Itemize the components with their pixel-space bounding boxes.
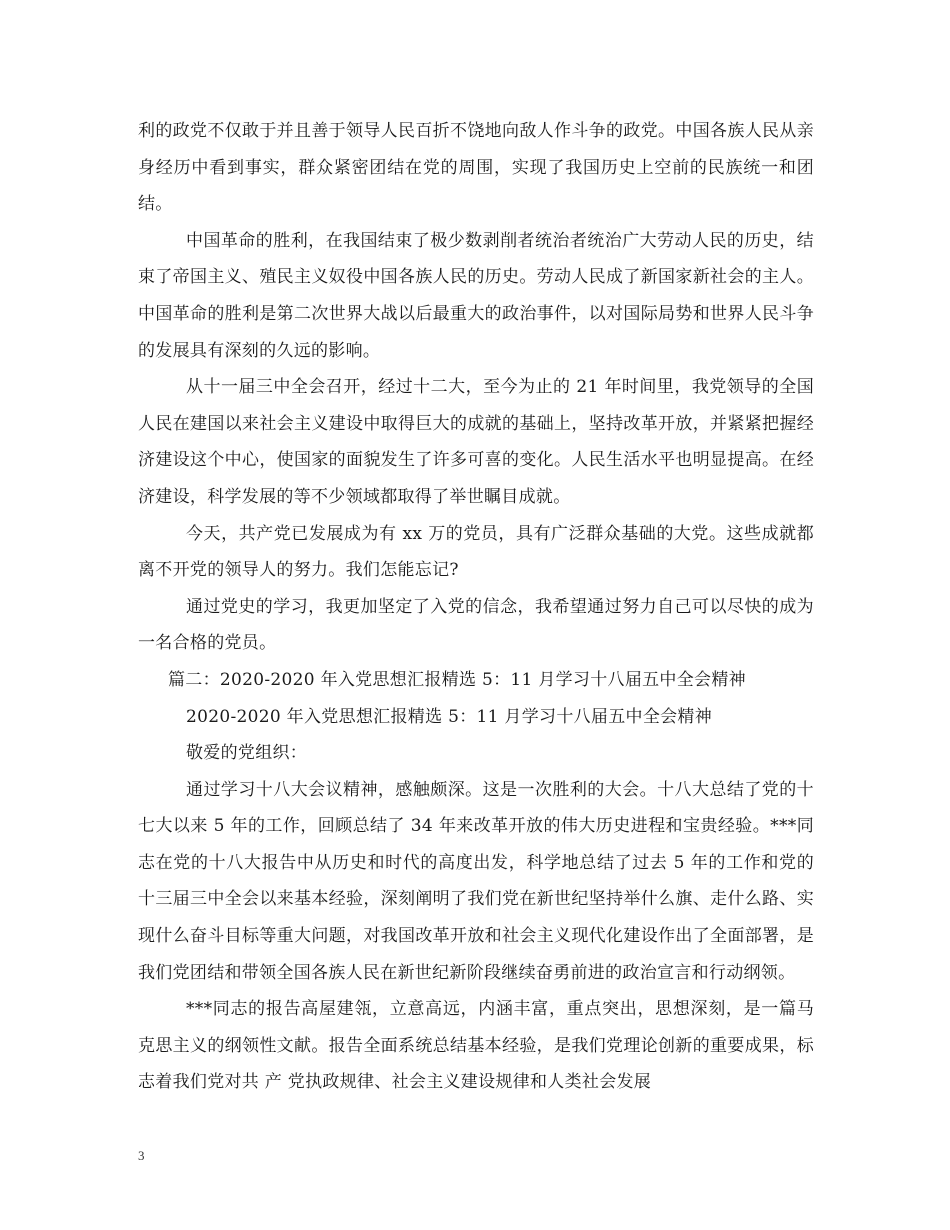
section-heading: 篇二：2020-2020 年入党思想汇报精选 5：11 月学习十八届五中全会精神: [168, 669, 746, 690]
page-number: 3: [138, 1148, 145, 1163]
paragraph-party-growth: 今天，共产党已发展成为有 xx 万的党员，具有广泛群众基础的大党。这些成就都离不开党的领导人的努力。我们怎能忘记?: [138, 523, 814, 581]
paragraph-conviction: 通过党史的学习，我更加坚定了入党的信念，我希望通过努力自己可以尽快的成为一名合格的党员。: [138, 596, 814, 654]
report-title: 2020-2020 年入党思想汇报精选 5：11 月学习十八届五中全会精神: [186, 706, 713, 727]
document-body: [138, 113, 814, 1101]
salutation: 敬爱的党组织：: [186, 743, 308, 764]
paragraph-report-evaluation: ***同志的报告高屋建瓴，立意高远，内涵丰富，重点突出，思想深刻，是一篇马克思主义的纲领性文献。报告全面系统总结基本经验，是我们党理论创新的重要成果，标志着我们党对共 产 党执政规律、社会主义建设规律和人类社会发展: [138, 999, 814, 1093]
paragraph-continuation: 利的政党不仅敢于并且善于领导人民百折不饶地向敌人作斗争的政党。中国各族人民从亲身经历中看到事实，群众紧密团结在党的周围，实现了我国历史上空前的民族统一和团结。: [138, 121, 814, 215]
paragraph-reform-achievements: 从十一届三中全会召开，经过十二大，至今为止的 21 年时间里，我党领导的全国人民在建国以来社会主义建设中取得巨大的成就的基础上，坚持改革开放，并紧紧把握经济建设这个中心，使国家的面貌发生了许多可喜的变化。人民生活水平也明显提高。在经济建设，科学发展的等不少领域都取得了举世瞩目成就。: [138, 377, 814, 507]
paragraph-revolution-victory: 中国革命的胜利，在我国结束了极少数剥削者统治者统治广大劳动人民的历史，结束了帝国主义、殖民主义奴役中国各族人民的历史。劳动人民成了新国家新社会的主人。中国革命的胜利是第二次世界大战以后最重大的政治事件，以对国际局势和世界人民斗争的发展具有深刻的久远的影响。: [138, 230, 814, 361]
paragraph-congress-study: 通过学习十八大会议精神，感触颇深。这是一次胜利的大会。十八大总结了党的十七大以来 5 年的工作，回顾总结了 34 年来改革开放的伟大历史进程和宝贵经验。***同志在党的十八大报告中从历史和时代的高度出发，科学地总结了过去 5 年的工作和党的十三届三中全会以来基本经验，深刻阐明了我们党在新世纪坚持举什么旗、走什么路、实现什么奋斗目标等重大问题，对我国改革开放和社会主义现代化建设作出了全面部署，是我们党团结和带领全国各族人民在新世纪新阶段继续奋勇前进的政治宣言和行动纲领。: [138, 779, 814, 983]
